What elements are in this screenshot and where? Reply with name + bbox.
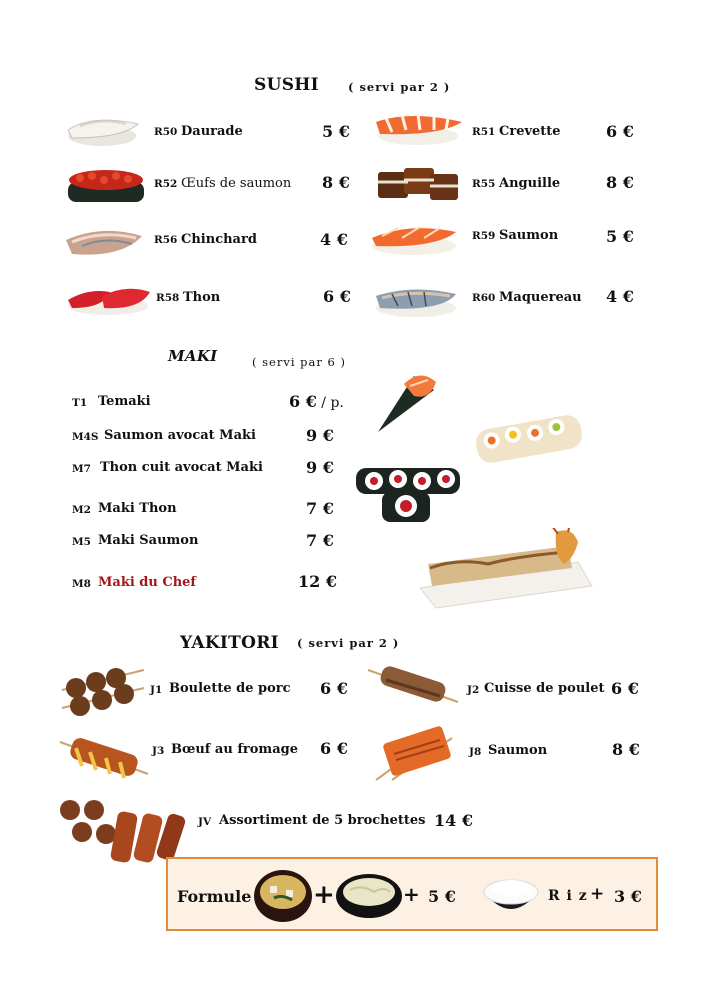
item-price: 8 € bbox=[322, 173, 350, 192]
item-price bbox=[289, 392, 344, 411]
item-code: J3 bbox=[152, 745, 165, 757]
item-price: 4 € bbox=[320, 230, 348, 249]
yakitori-serving-note: ( servi par 2 ) bbox=[297, 636, 400, 650]
maki-california-icon bbox=[470, 408, 588, 470]
sushi-title: SUSHI bbox=[254, 75, 319, 95]
item-price: 6 € bbox=[606, 122, 634, 141]
item-name: Maquereau bbox=[499, 290, 582, 305]
item-name: Thon bbox=[183, 290, 221, 305]
sushi-saumon-icon bbox=[368, 220, 460, 258]
item-name: Saumon bbox=[488, 743, 548, 758]
item-name: Crevette bbox=[499, 124, 561, 139]
item-code: R56 bbox=[154, 234, 178, 246]
cabbage-salad-icon bbox=[334, 866, 404, 922]
sushi-crevette-icon bbox=[370, 108, 468, 148]
sushi-daurade-icon bbox=[62, 108, 142, 150]
item-price: 8 € bbox=[612, 740, 640, 759]
item-name: Anguille bbox=[499, 176, 561, 191]
assortiment-brochettes-icon bbox=[58, 790, 188, 866]
item-name: Chinchard bbox=[181, 232, 257, 247]
item-price: 6 € bbox=[323, 287, 351, 306]
item-price: 5 € bbox=[606, 227, 634, 246]
sushi-oeufs-icon bbox=[66, 164, 146, 206]
formule-label: Formule bbox=[177, 887, 252, 906]
yakitori-title: YAKITORI bbox=[180, 633, 279, 653]
maki-title: MAKI bbox=[168, 347, 218, 365]
item-name: Saumon bbox=[499, 228, 559, 243]
saumon-brochette-icon bbox=[366, 726, 460, 782]
item-code: M4S bbox=[72, 431, 99, 443]
item-name: Temaki bbox=[98, 394, 151, 409]
maki-serving-note: ( servi par 6 ) bbox=[252, 355, 347, 369]
sushi-anguille-icon bbox=[374, 162, 462, 206]
item-code: J2 bbox=[467, 684, 480, 696]
miso-soup-icon bbox=[252, 868, 314, 924]
item-code: T1 bbox=[72, 397, 88, 409]
item-code: R52 bbox=[154, 178, 178, 190]
item-price-suffix: / p. bbox=[316, 395, 344, 411]
item-code: R51 bbox=[472, 126, 496, 138]
riz-label: R i z bbox=[548, 888, 588, 904]
item-price: 9 € bbox=[306, 426, 334, 445]
item-price-value: 6 € bbox=[289, 392, 317, 411]
item-code: M8 bbox=[72, 578, 91, 590]
item-price: 9 € bbox=[306, 458, 334, 477]
item-price: 6 € bbox=[320, 739, 348, 758]
boulette-porc-icon bbox=[58, 660, 148, 718]
item-name: Assortiment de 5 brochettes bbox=[219, 813, 426, 828]
item-code: J1 bbox=[150, 684, 163, 696]
formule-price: 5 € bbox=[428, 887, 456, 906]
item-name: Thon cuit avocat Maki bbox=[100, 460, 263, 475]
maki-du-chef-icon bbox=[418, 528, 594, 610]
temaki-icon bbox=[370, 370, 440, 440]
item-code: R59 bbox=[472, 230, 496, 242]
item-price: 14 € bbox=[434, 811, 473, 830]
sushi-thon-icon bbox=[64, 282, 152, 318]
cuisse-poulet-icon bbox=[366, 660, 460, 712]
item-code: R55 bbox=[472, 178, 496, 190]
sushi-chinchard-icon bbox=[62, 222, 146, 264]
item-price: 6 € bbox=[611, 679, 639, 698]
riz-price: 3 € bbox=[614, 887, 642, 906]
item-price: 7 € bbox=[306, 531, 334, 550]
item-price: 8 € bbox=[606, 173, 634, 192]
item-price: 12 € bbox=[298, 572, 337, 591]
item-name: Œufs de saumon bbox=[181, 176, 292, 191]
plus-sign: + bbox=[590, 884, 605, 904]
item-price: 7 € bbox=[306, 499, 334, 518]
item-code: R60 bbox=[472, 292, 496, 304]
item-code: J8 bbox=[469, 746, 482, 758]
item-name-chef: Maki du Chef bbox=[98, 575, 197, 590]
item-code: R58 bbox=[156, 292, 180, 304]
item-name: Boulette de porc bbox=[169, 681, 291, 696]
item-price: 5 € bbox=[322, 122, 350, 141]
plus-sign: + bbox=[403, 882, 420, 906]
item-name: Maki Thon bbox=[98, 501, 177, 516]
item-price: 4 € bbox=[606, 287, 634, 306]
item-name: Cuisse de poulet bbox=[484, 681, 605, 696]
boeuf-fromage-icon bbox=[58, 728, 150, 784]
sushi-maquereau-icon bbox=[372, 282, 460, 320]
item-name: Daurade bbox=[181, 124, 243, 139]
item-name: Maki Saumon bbox=[98, 533, 199, 548]
rice-bowl-icon bbox=[480, 870, 542, 922]
sushi-serving-note: ( servi par 2 ) bbox=[348, 80, 451, 94]
item-price: 6 € bbox=[320, 679, 348, 698]
item-code: M5 bbox=[72, 536, 91, 548]
item-code: R50 bbox=[154, 126, 178, 138]
plus-sign: + bbox=[313, 880, 335, 910]
item-code: JV bbox=[198, 816, 212, 828]
maki-thon-icon bbox=[352, 462, 464, 526]
item-code: M2 bbox=[72, 504, 91, 516]
item-name: Saumon avocat Maki bbox=[104, 428, 256, 443]
item-name: Bœuf au fromage bbox=[171, 742, 298, 757]
item-code: M7 bbox=[72, 463, 91, 475]
